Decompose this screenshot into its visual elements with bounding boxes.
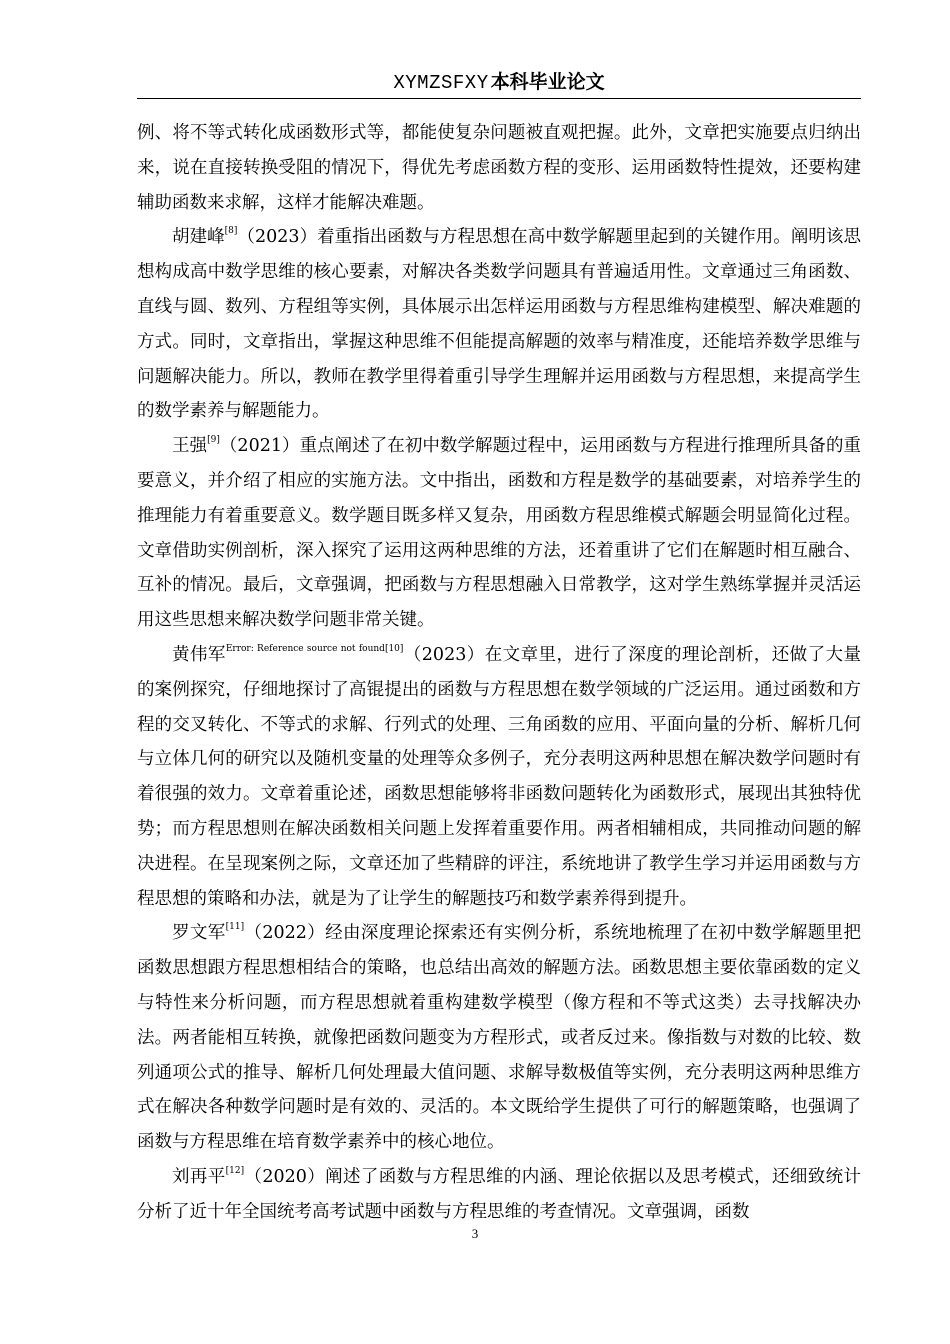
page-number: 3 (471, 1226, 479, 1241)
citation-author: 罗文军 (172, 923, 226, 944)
paragraph-text: （2023）在文章里，进行了深度的理论剖析，还做了大量的案例探究，仔细地探讨了高锟提出的函数与方程思想在数学领域的广泛运用。通过函数和方程的交叉转化、不等式的求解、行列式的处理、三角函数的应用、平面向量的分析、解析几何与立体几何的研究以及随机变量的处理等众多例子，充分表明这两种思想在解决数学问题时有着很强的效力。文章着重论述，函数思想能够将非函数问题转化为函数形式，展现出其独特优势；而方程思想则在解决函数相关问题上发挥着重要作用。两者相辅相成，共同推动问题的解决进程。在呈现案例之际，文章还加了些精辟的评注，系统地讲了教学生学习并运用函数与方程思想的策略和办法，就是为了让学生的解题技巧和数学素养得到提升。 (137, 644, 861, 909)
page-header (137, 66, 861, 99)
paragraph-3 (137, 429, 861, 638)
reference-mark: [11] (225, 922, 245, 933)
paragraph-text: 例、将不等式转化成函数形式等，都能使复杂问题被直观把握。此外，文章把实施要点归纳出来，说在直接转换受阻的情况下，得优先考虑函数方程的变形、运用函数特性提效，还要构建辅助函数来求解，这样才能解决难题。 (137, 123, 861, 213)
paragraph-text: （2020）阐述了函数与方程思维的内涵、理论依据以及思考模式，还细致统计分析了近十年全国统考高考试题中函数与方程思维的考查情况。文章强调，函数 (137, 1166, 861, 1222)
header-code: XYMZSFXY (393, 72, 489, 94)
citation-author: 胡建峰 (172, 227, 225, 248)
body-text (137, 116, 861, 1230)
paragraph-1 (137, 116, 861, 220)
paragraph-text: （2021）重点阐述了在初中数学解题过程中，运用函数与方程进行推理所具备的重要意义，并介绍了相应的实施方法。文中指出，函数和方程是数学的基础要素，对培养学生的推理能力有着重要意义。数学题目既多样又复杂，用函数方程思维模式解题会明显简化过程。文章借助实例剖析，深入探究了运用这两种思维的方法，还着重讲了它们在解题时相互融合、互补的情况。最后，文章强调，把函数与方程思想融入日常教学，这对学生熟练掌握并灵活运用这些思想来解决数学问题非常关键。 (137, 436, 861, 631)
citation-author: 黄伟军 (172, 644, 226, 665)
paragraph-text: （2022）经由深度理论探索还有实例分析，系统地梳理了在初中数学解题里把函数思想跟方程思想相结合的策略，也总结出高效的解题方法。函数思想主要依靠函数的定义与特性来分析问题，而方程思想就着重构建数学模型（像方程和不等式这类）去寻找解决办法。两者能相互转换，就像把函数问题变为方程形式，或者反过来。像指数与对数的比较、数列通项公式的推导、解析几何处理最大值问题、求解导数极值等实例，充分表明这两种思维方式在解决各种数学问题时是有效的、灵活的。本文既给学生提供了可行的解题策略，也强调了函数与方程思维在培育数学素养中的核心地位。 (137, 923, 861, 1153)
citation-author: 王强 (172, 436, 208, 457)
paragraph-2 (137, 220, 861, 429)
reference-mark: [8] (224, 226, 238, 237)
paragraph-4 (137, 638, 861, 916)
paragraph-text: （2023）着重指出函数与方程思想在高中数学解题里起到的关键作用。阐明该思想构成高中数学思维的核心要素，对解决各类数学问题具有普遍适用性。文章通过三角函数、直线与圆、数列、方程组等实例，具体展示出怎样运用函数与方程思维构建模型、解决难题的方式。同时，文章指出，掌握这种思维不但能提高解题的效率与精准度，还能培养数学思维与问题解决能力。所以，教师在教学里得着重引导学生理解并运用函数与方程思想，来提高学生的数学素养与解题能力。 (137, 227, 861, 422)
reference-mark: [12] (225, 1165, 245, 1176)
reference-mark: [9] (207, 435, 220, 446)
citation-author: 刘再平 (172, 1166, 226, 1187)
paragraph-5 (137, 916, 861, 1160)
header-title: 本科毕业论文 (490, 71, 605, 93)
reference-mark: Error: Reference source not found[10] (225, 643, 404, 654)
paragraph-6 (137, 1160, 861, 1230)
